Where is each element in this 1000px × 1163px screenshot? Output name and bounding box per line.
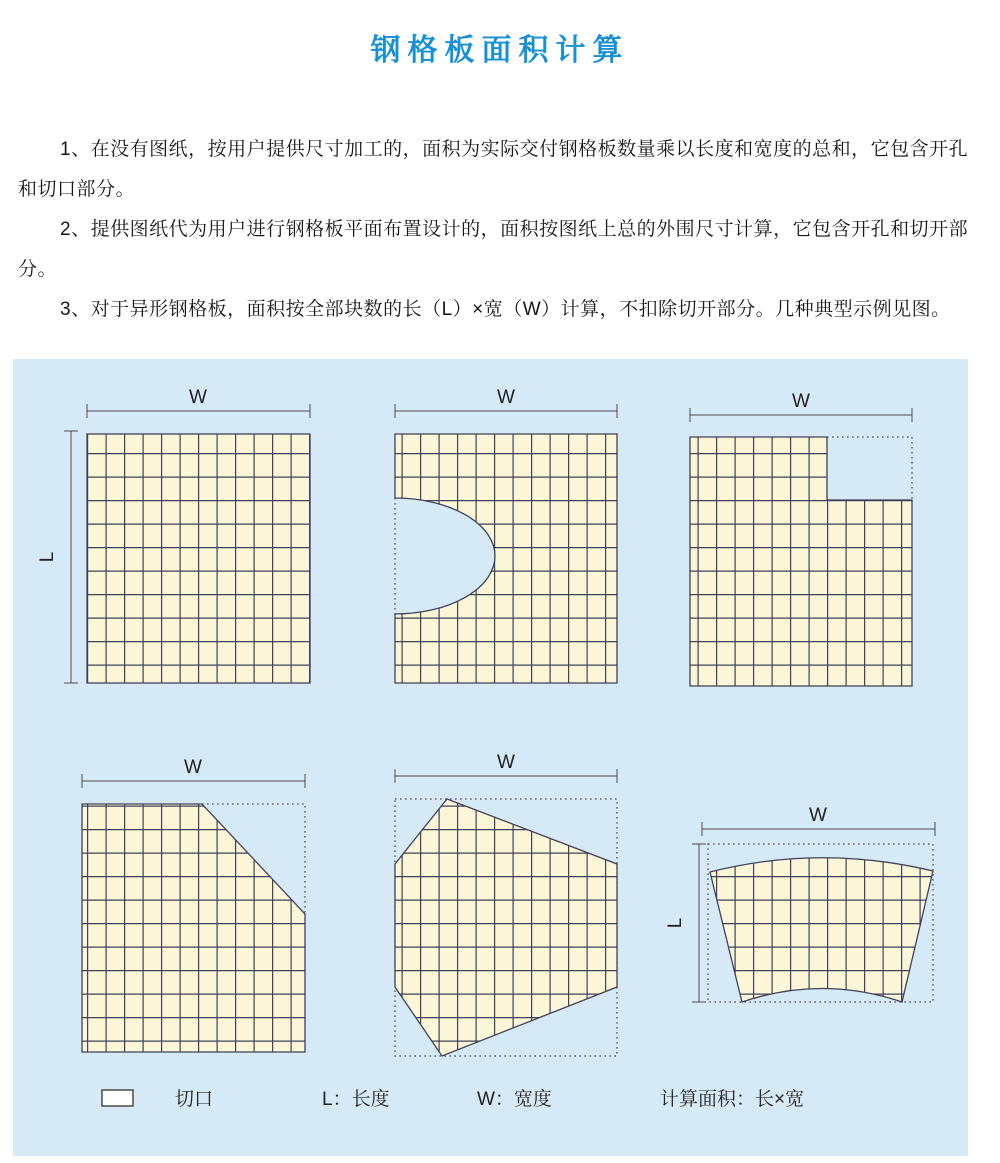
width-label: W [792, 391, 810, 412]
diagram-full-rectangle [37, 387, 310, 683]
page-title: 钢格板面积计算 [370, 34, 630, 67]
width-label: W [189, 387, 207, 408]
page [0, 34, 1000, 1163]
grating-diagrams-figure [13, 359, 968, 1156]
grating-hexagon-shape [395, 799, 617, 1056]
width-label: W [497, 387, 515, 408]
length-label: L [37, 551, 58, 563]
diagram-half-ellipse-notch [395, 387, 617, 683]
paragraph-1: 1、在没有图纸，按用户提供尺寸加工的，面积为实际交付钢格板数量乘以长度和宽度的总和，它包含开孔和切口部分。 [18, 138, 969, 200]
diagram-panel [13, 359, 968, 1156]
diagram-fan-sector [665, 805, 935, 1002]
length-dimension-line [64, 431, 78, 683]
width-label: W [184, 757, 202, 778]
legend-cut-label: 切口 [175, 1089, 214, 1110]
grating-ellipse-notch-shape [395, 434, 617, 683]
length-dimension-line [692, 844, 706, 1002]
width-label: W [497, 752, 515, 773]
grating-full-rect [87, 434, 310, 683]
grating-fan-shape [710, 858, 933, 1002]
legend-width-label: W：宽度 [477, 1089, 552, 1110]
diagram-corner-rect-notch [690, 391, 912, 686]
width-label: W [809, 805, 827, 826]
cut-swatch-icon [102, 1090, 133, 1106]
paragraph-2: 2、提供图纸代为用户进行钢格板平面布置设计的，面积按图纸上总的外围尺寸计算，它包含开孔和切开部分。 [18, 218, 969, 280]
diagram-diagonal-corner-cut [82, 757, 305, 1052]
legend-length-label: L：长度 [322, 1089, 390, 1110]
length-label: L [665, 917, 686, 929]
grating-diagonal-cut-shape [82, 804, 305, 1052]
legend-area-label: 计算面积：长×宽 [660, 1089, 805, 1110]
cut-outline-dotted [827, 437, 912, 500]
grating-l-shape [690, 437, 912, 686]
intro-paragraphs [18, 130, 978, 330]
legend [102, 1088, 804, 1110]
diagram-hexagonal-cut [395, 752, 617, 1056]
paragraph-3: 3、对于异形钢格板，面积按全部块数的长（L）×宽（W）计算，不扣除切开部分。几种典型示例见图。 [60, 298, 951, 320]
